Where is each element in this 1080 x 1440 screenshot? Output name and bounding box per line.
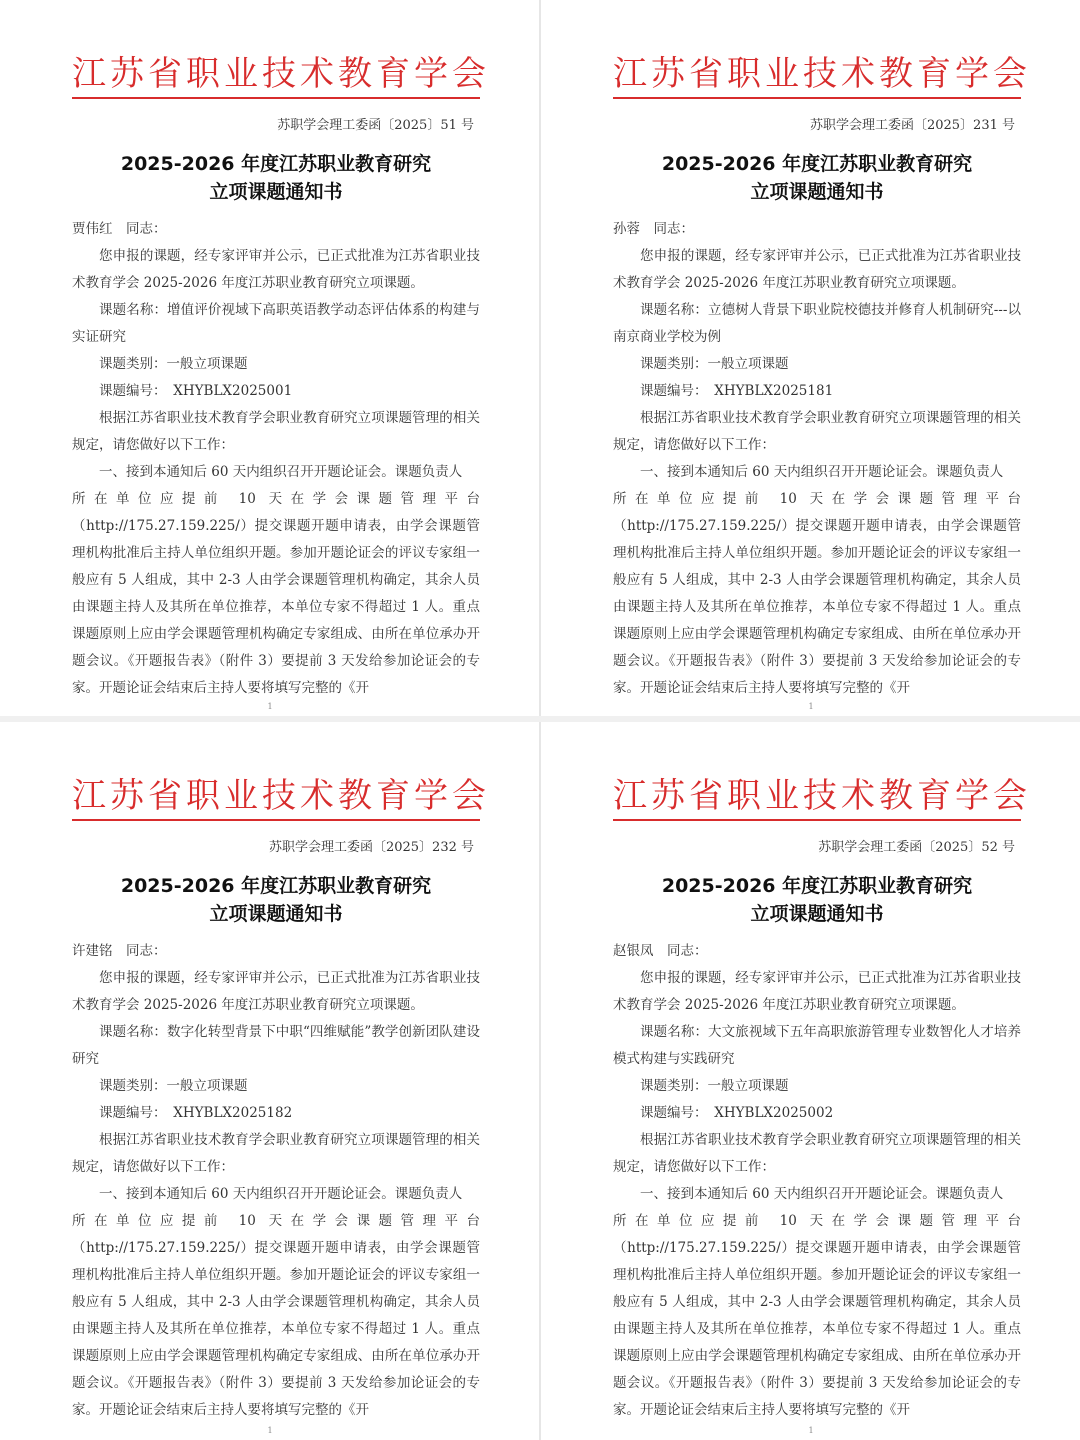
- approval-paragraph: 您申报的课题，经专家评审并公示，已正式批准为江苏省职业技术教育学会 2025-2026 年度江苏职业教育研究立项课题。: [613, 248, 1021, 291]
- work-item-1-line-1: 一、接到本通知后 60 天内组织召开开题论证会。课题负责人: [640, 464, 1004, 480]
- work-item-1-line-2: 所在单位应提前 10 天在学会课题管理平台: [72, 491, 480, 507]
- project-code: 课题编号： XHYBLX2025001: [99, 383, 293, 399]
- work-item-1-rest: （http://175.27.159.225/）提交课题开题申请表，由学会课题管理机构批准后主持人单位组织开题。参加开题论证会的评议专家组一般应有 5 人组成，其中 2-3 人由学会课题管理机构确定，其余人员由课题主持人及其所在单位推荐，本单位专家不得超过 1 人。重点课题原则上应由学会课题管理机构确定专家组成、由所在单位承办开题会议。《开题报告表》（附件 3）要提前 3 天发给参加论证会的专家。开题论证会结束后主持人要将填写完整的《开: [72, 518, 480, 696]
- salutation: 许建铭 同志：: [72, 943, 167, 959]
- notice-body: [613, 216, 1021, 702]
- document-title: [72, 872, 480, 928]
- org-header: 江苏省职业技术教育学会: [72, 54, 490, 94]
- work-item-1-line-1: 一、接到本通知后 60 天内组织召开开题论证会。课题负责人: [640, 1186, 1004, 1202]
- page-number: 1: [267, 702, 273, 711]
- title-line-1: 2025-2026 年度江苏职业教育研究: [120, 153, 432, 175]
- title-line-1: 2025-2026 年度江苏职业教育研究: [661, 875, 973, 897]
- title-line-2: 立项课题通知书: [750, 903, 884, 925]
- notice-page-4: [541, 722, 1080, 1440]
- document-title: [613, 150, 1021, 206]
- notice-page-2: [541, 0, 1080, 716]
- salutation: 孙蓉 同志：: [613, 221, 694, 237]
- document-title: [72, 150, 480, 206]
- approval-paragraph: 您申报的课题，经专家评审并公示，已正式批准为江苏省职业技术教育学会 2025-2026 年度江苏职业教育研究立项课题。: [72, 970, 480, 1013]
- project-name: 课题名称：大文旅视域下五年高职旅游管理专业数智化人才培养模式构建与实践研究: [613, 1024, 1021, 1067]
- work-item-1-rest: （http://175.27.159.225/）提交课题开题申请表，由学会课题管理机构批准后主持人单位组织开题。参加开题论证会的评议专家组一般应有 5 人组成，其中 2-3 人由学会课题管理机构确定，其余人员由课题主持人及其所在单位推荐，本单位专家不得超过 1 人。重点课题原则上应由学会课题管理机构确定专家组成、由所在单位承办开题会议。《开题报告表》（附件 3）要提前 3 天发给参加论证会的专家。开题论证会结束后主持人要将填写完整的《开: [613, 1240, 1021, 1418]
- salutation: 赵银凤 同志：: [613, 943, 708, 959]
- org-header: 江苏省职业技术教育学会: [72, 776, 490, 816]
- project-category: 课题类别：一般立项课题: [640, 1078, 789, 1094]
- org-header: 江苏省职业技术教育学会: [613, 776, 1031, 816]
- notice-page-1: [0, 0, 540, 716]
- project-name: 课题名称：立德树人背景下职业院校德技并修育人机制研究---以南京商业学校为例: [613, 302, 1021, 345]
- project-category: 课题类别：一般立项课题: [640, 356, 789, 372]
- salutation: 贾伟红 同志：: [72, 221, 167, 237]
- header-red-rule: [613, 819, 1021, 821]
- title-line-2: 立项课题通知书: [209, 903, 343, 925]
- work-item-1-line-1: 一、接到本通知后 60 天内组织召开开题论证会。课题负责人: [99, 464, 463, 480]
- rules-paragraph: 根据江苏省职业技术教育学会职业教育研究立项课题管理的相关规定，请您做好以下工作：: [72, 410, 480, 453]
- page-number: 1: [808, 1426, 814, 1435]
- work-item-1-line-2: 所在单位应提前 10 天在学会课题管理平台: [613, 491, 1021, 507]
- project-code: 课题编号： XHYBLX2025182: [99, 1105, 293, 1121]
- project-code: 课题编号： XHYBLX2025181: [640, 383, 834, 399]
- header-red-rule: [72, 819, 480, 821]
- notice-page-3: [0, 722, 540, 1440]
- title-line-2: 立项课题通知书: [750, 181, 884, 203]
- approval-paragraph: 您申报的课题，经专家评审并公示，已正式批准为江苏省职业技术教育学会 2025-2026 年度江苏职业教育研究立项课题。: [613, 970, 1021, 1013]
- document-number: 苏职学会理工委函〔2025〕52 号: [818, 840, 1015, 855]
- title-line-1: 2025-2026 年度江苏职业教育研究: [661, 153, 973, 175]
- rules-paragraph: 根据江苏省职业技术教育学会职业教育研究立项课题管理的相关规定，请您做好以下工作：: [613, 1132, 1021, 1175]
- work-item-1-line-2: 所在单位应提前 10 天在学会课题管理平台: [72, 1213, 480, 1229]
- org-header: 江苏省职业技术教育学会: [613, 54, 1031, 94]
- notice-body: [613, 938, 1021, 1424]
- work-item-1-line-1: 一、接到本通知后 60 天内组织召开开题论证会。课题负责人: [99, 1186, 463, 1202]
- project-category: 课题类别：一般立项课题: [99, 1078, 248, 1094]
- rules-paragraph: 根据江苏省职业技术教育学会职业教育研究立项课题管理的相关规定，请您做好以下工作：: [72, 1132, 480, 1175]
- project-category: 课题类别：一般立项课题: [99, 356, 248, 372]
- project-code: 课题编号： XHYBLX2025002: [640, 1105, 834, 1121]
- title-line-1: 2025-2026 年度江苏职业教育研究: [120, 875, 432, 897]
- rules-paragraph: 根据江苏省职业技术教育学会职业教育研究立项课题管理的相关规定，请您做好以下工作：: [613, 410, 1021, 453]
- project-name: 课题名称：数字化转型背景下中职“四维赋能”教学创新团队建设研究: [72, 1024, 480, 1067]
- document-number: 苏职学会理工委函〔2025〕232 号: [268, 840, 474, 855]
- work-item-1-line-2: 所在单位应提前 10 天在学会课题管理平台: [613, 1213, 1021, 1229]
- document-number: 苏职学会理工委函〔2025〕231 号: [809, 118, 1015, 133]
- notice-body: [72, 216, 480, 702]
- document-number: 苏职学会理工委函〔2025〕51 号: [277, 118, 474, 133]
- header-red-rule: [72, 97, 480, 99]
- notice-body: [72, 938, 480, 1424]
- work-item-1-rest: （http://175.27.159.225/）提交课题开题申请表，由学会课题管理机构批准后主持人单位组织开题。参加开题论证会的评议专家组一般应有 5 人组成，其中 2-3 人由学会课题管理机构确定，其余人员由课题主持人及其所在单位推荐，本单位专家不得超过 1 人。重点课题原则上应由学会课题管理机构确定专家组成、由所在单位承办开题会议。《开题报告表》（附件 3）要提前 3 天发给参加论证会的专家。开题论证会结束后主持人要将填写完整的《开: [72, 1240, 480, 1418]
- title-line-2: 立项课题通知书: [209, 181, 343, 203]
- project-name: 课题名称：增值评价视域下高职英语教学动态评估体系的构建与实证研究: [72, 302, 480, 345]
- work-item-1-rest: （http://175.27.159.225/）提交课题开题申请表，由学会课题管理机构批准后主持人单位组织开题。参加开题论证会的评议专家组一般应有 5 人组成，其中 2-3 人由学会课题管理机构确定，其余人员由课题主持人及其所在单位推荐，本单位专家不得超过 1 人。重点课题原则上应由学会课题管理机构确定专家组成、由所在单位承办开题会议。《开题报告表》（附件 3）要提前 3 天发给参加论证会的专家。开题论证会结束后主持人要将填写完整的《开: [613, 518, 1021, 696]
- page-number: 1: [808, 702, 814, 711]
- page-number: 1: [267, 1426, 273, 1435]
- header-red-rule: [613, 97, 1021, 99]
- document-title: [613, 872, 1021, 928]
- approval-paragraph: 您申报的课题，经专家评审并公示，已正式批准为江苏省职业技术教育学会 2025-2026 年度江苏职业教育研究立项课题。: [72, 248, 480, 291]
